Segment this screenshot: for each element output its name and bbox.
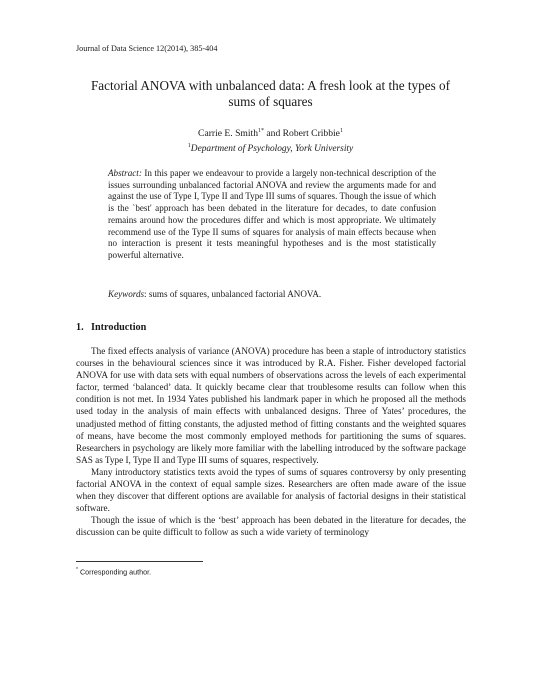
paragraph: The fixed effects analysis of variance (ANOVA) procedure has been a staple of introductory statistics courses in the behavioural sciences since it was introduced by R.A. Fisher. Fisher developed factorial ANOVA for use with data sets with equal numbers of observations across the levels of each experimental factor, termed ‘balanced’ data. It quickly became clear that troublesome results can follow when this condition is not met. In 1934 Yates published his landmark paper in which he proposed all the methods used today in the analysis of main effects with unbalanced designs. Three of Yates’ procedures, the unadjusted method of fitting constants, the adjusted method of fitting constants and the weighted squares of means, have become the most commonly employed methods for partitioning the sums of squares. Researchers in psychology are likely more familiar with the labelling introduced by the software package SAS as Type I, Type II and Type III sums of squares, respectively. [76,346,466,465]
author-name: Robert Cribbie [282,128,340,140]
abstract-label: Abstract: [108,168,142,178]
footnote-marker: * [76,567,78,573]
author-name: Carrie E. Smith [198,128,258,140]
footnote-divider [76,561,203,562]
abstract [108,168,436,262]
journal-header: Journal of Data Science 12(2014), 385-404 [76,44,218,53]
body-text [76,345,466,539]
paragraph: Many introductory statistics texts avoid the types of sums of squares controversy by only presenting factorial ANOVA in the context of equal sample sizes. Researchers are often made aware of the issue when they discover that different options are available for analysis of factorial designs in their statistical software. [76,466,466,514]
author-marker: 1* [258,128,264,134]
section-number: 1. [76,322,84,333]
author-line [90,128,451,139]
affiliation [90,143,451,154]
affiliation-marker: 1 [187,143,191,149]
section-title: Introduction [91,322,147,333]
author-marker: 1 [339,128,343,134]
keywords-text: : sums of squares, unbalanced factorial ANOVA. [144,289,322,299]
section-heading [76,322,146,333]
keywords-label: Keywords [108,289,145,299]
paper-title: Factorial ANOVA with unbalanced data: A fresh look at the types of sums of squares [90,78,451,109]
paragraph: Though the issue of which is the ‘best’ approach has been debated in the literature for decades, the discussion can be quite difficult to follow as such a wide variety of terminology [76,515,466,538]
affiliation-text: Department of Psychology, York University [190,144,354,155]
footnote-text: Corresponding author. [77,567,152,577]
footnote [76,567,151,576]
author-conjunction: and [264,128,283,140]
abstract-text: In this paper we endeavour to provide a largely non-technical description of the issues surrounding unbalanced factorial ANOVA and review the arguments made for and against the use of Type I, Type II and Type III sums of squares. Though the issue of which is the `best' approach has been debated in the literature for decades, to date confusion remains around how the procedures differ and which is most appropriate. We ultimately recommend use of the Type II sums of squares for analysis of main effects because when no interaction is present it tests meaningful hypotheses and is the most statistically powerful alternative. [108,168,436,260]
keywords [108,289,436,299]
